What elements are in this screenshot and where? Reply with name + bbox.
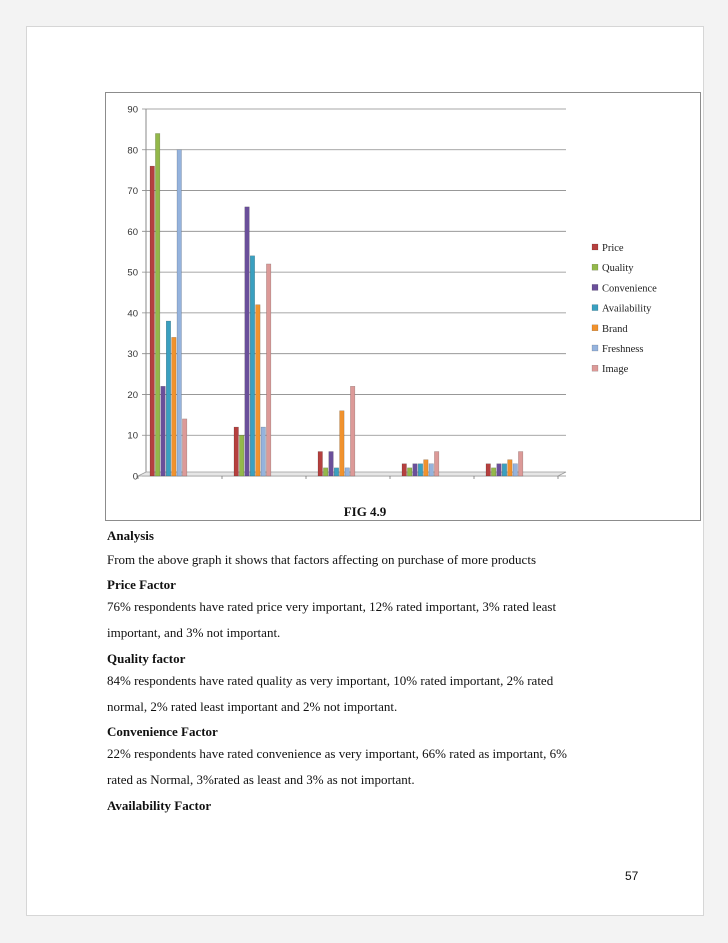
price-factor-line: important, and 3% not important. (107, 625, 281, 640)
y-tick-label: 80 (127, 145, 138, 157)
bar-price-1 (234, 427, 239, 476)
bar-chart-svg (106, 93, 700, 520)
bar-quality-3 (407, 468, 412, 476)
analysis-intro: From the above graph it shows that factors affecting on purchase of more products (107, 552, 536, 567)
legend-swatch-image (592, 365, 598, 371)
legend-label-brand: Brand (602, 323, 628, 335)
bar-image-3 (434, 452, 439, 476)
legend-label-image: Image (602, 364, 629, 376)
legend-label-price: Price (602, 243, 624, 254)
bar-quality-4 (491, 468, 496, 476)
bar-brand-1 (256, 305, 261, 476)
quality-factor-heading: Quality factor (107, 651, 186, 666)
bar-image-4 (518, 452, 523, 476)
bar-price-0 (150, 166, 155, 476)
analysis-heading: Analysis (107, 528, 154, 543)
price-factor-heading: Price Factor (107, 577, 176, 592)
price-factor-paragraph (107, 594, 644, 646)
y-tick-label: 50 (127, 267, 138, 279)
legend-swatch-freshness (592, 345, 598, 351)
bar-convenience-1 (245, 207, 250, 476)
figure-caption: FIG 4.9 (343, 504, 387, 519)
bar-availability-1 (250, 256, 255, 476)
legend-swatch-price (592, 244, 598, 250)
y-tick-label: 20 (127, 389, 138, 401)
bar-image-0 (182, 419, 187, 476)
quality-factor-paragraph (107, 668, 644, 720)
bar-quality-0 (155, 133, 160, 476)
bar-image-2 (350, 386, 355, 476)
bar-brand-4 (508, 460, 512, 476)
bar-freshness-3 (429, 464, 434, 476)
document-page (26, 26, 704, 916)
bar-brand-0 (172, 337, 177, 476)
bar-freshness-4 (513, 464, 518, 476)
legend-swatch-brand (592, 325, 598, 331)
convenience-factor-paragraph (107, 741, 644, 793)
quality-factor-line: 84% respondents have rated quality as very important, 10% rated important, 2% rated (107, 673, 554, 688)
availability-factor-heading: Availability Factor (107, 798, 212, 813)
bar-chart (105, 92, 701, 521)
bar-availability-0 (166, 321, 171, 476)
bar-quality-1 (239, 435, 244, 476)
convenience-factor-line: rated as Normal, 3%rated as least and 3% as not important. (107, 772, 415, 787)
bar-convenience-3 (413, 464, 418, 476)
bar-convenience-0 (161, 386, 166, 476)
page-number: 57 (625, 869, 639, 883)
legend-swatch-convenience (592, 284, 598, 290)
price-factor-line: 76% respondents have rated price very important, 12% rated important, 3% rated least (107, 599, 557, 614)
bar-availability-2 (334, 468, 339, 476)
legend-label-convenience: Convenience (602, 283, 657, 295)
bar-availability-4 (502, 464, 507, 476)
bar-convenience-4 (497, 464, 502, 476)
y-tick-label: 0 (132, 471, 138, 483)
bar-brand-3 (424, 460, 429, 476)
bar-convenience-2 (329, 452, 334, 476)
bar-availability-3 (418, 464, 423, 476)
legend-label-freshness: Freshness (602, 344, 644, 355)
bar-image-1 (266, 264, 271, 476)
bar-price-4 (486, 464, 491, 476)
legend-swatch-quality (592, 264, 598, 270)
bar-freshness-1 (261, 427, 266, 476)
bar-price-2 (318, 452, 323, 476)
y-tick-label: 70 (127, 186, 138, 198)
y-tick-label: 40 (127, 308, 138, 320)
y-tick-label: 10 (127, 430, 138, 442)
convenience-factor-line: 22% respondents have rated convenience as very important, 66% rated as important, 6% (107, 746, 567, 761)
convenience-factor-heading: Convenience Factor (107, 724, 218, 739)
legend-label-availability: Availability (602, 303, 652, 315)
bar-brand-2 (340, 411, 345, 476)
bar-freshness-0 (177, 150, 182, 476)
y-tick-label: 90 (127, 104, 138, 116)
legend-label-quality: Quality (602, 263, 634, 275)
bar-freshness-2 (345, 468, 350, 476)
y-tick-label: 30 (127, 349, 138, 361)
y-tick-label: 60 (127, 226, 138, 238)
bar-quality-2 (323, 468, 328, 476)
quality-factor-line: normal, 2% rated least important and 2% not important. (107, 699, 398, 714)
legend-swatch-availability (592, 305, 598, 311)
bar-price-3 (402, 464, 407, 476)
